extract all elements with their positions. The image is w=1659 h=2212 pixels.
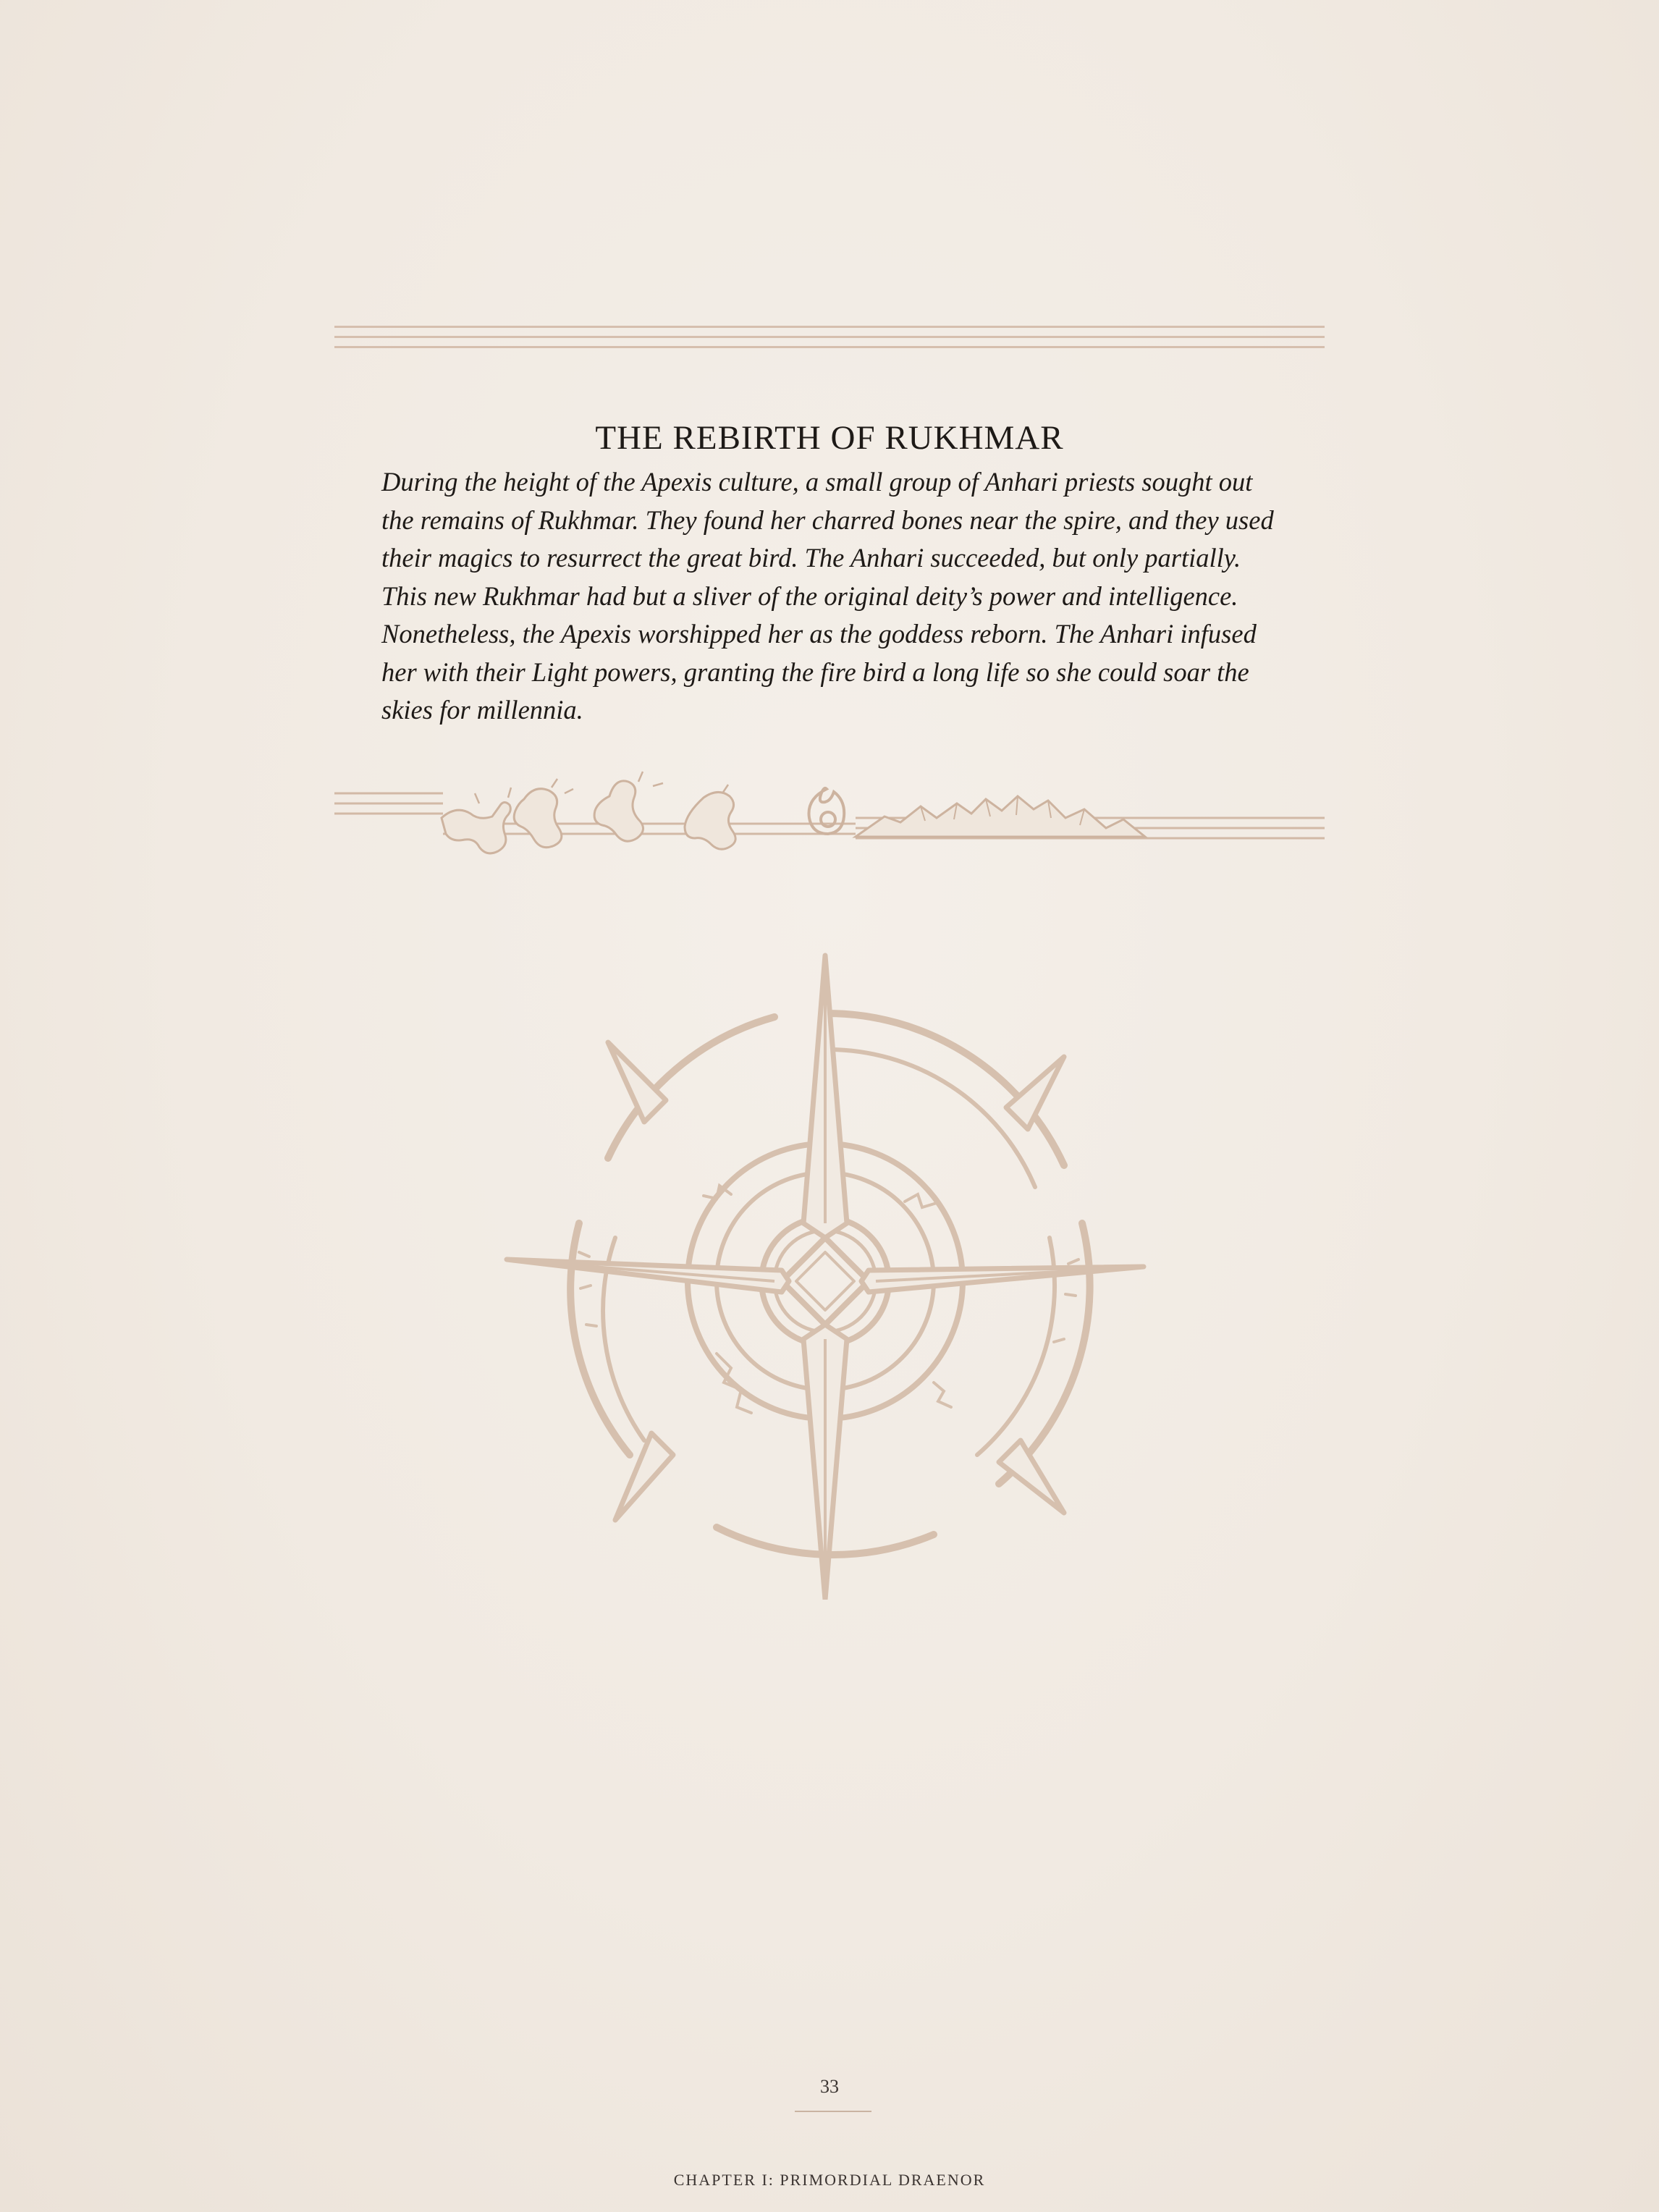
body-line: Nonetheless, the Apexis worshipped her as the goddess reborn. The Anhari infused xyxy=(381,619,1257,649)
body-line: their magics to resurrect the great bird. The Anhari succeeded, but only partially. xyxy=(381,543,1241,573)
bones-flame-mountains-ornament xyxy=(334,753,1325,861)
body-line: skies for millennia. xyxy=(381,695,583,725)
page-number: 33 xyxy=(820,2076,839,2097)
body-line: the remains of Rukhmar. They found her charred bones near the spire, and they used xyxy=(381,505,1274,535)
section-title: THE REBIRTH OF RUKHMAR xyxy=(595,419,1064,457)
body-line: her with their Light powers, granting the fire bird a long life so she could soar the xyxy=(381,657,1249,687)
body-line: This new Rukhmar had but a sliver of the original deity’s power and intelligence. xyxy=(381,581,1238,611)
compass-rose-ornament xyxy=(499,948,1151,1600)
section-body xyxy=(381,463,1297,730)
top-rule-ornament xyxy=(334,326,1325,355)
page-number-rule xyxy=(795,2111,871,2112)
body-line: During the height of the Apexis culture, a small group of Anhari priests sought out xyxy=(381,467,1253,497)
chapter-footer: CHAPTER I: PRIMORDIAL DRAENOR xyxy=(673,2171,986,2189)
